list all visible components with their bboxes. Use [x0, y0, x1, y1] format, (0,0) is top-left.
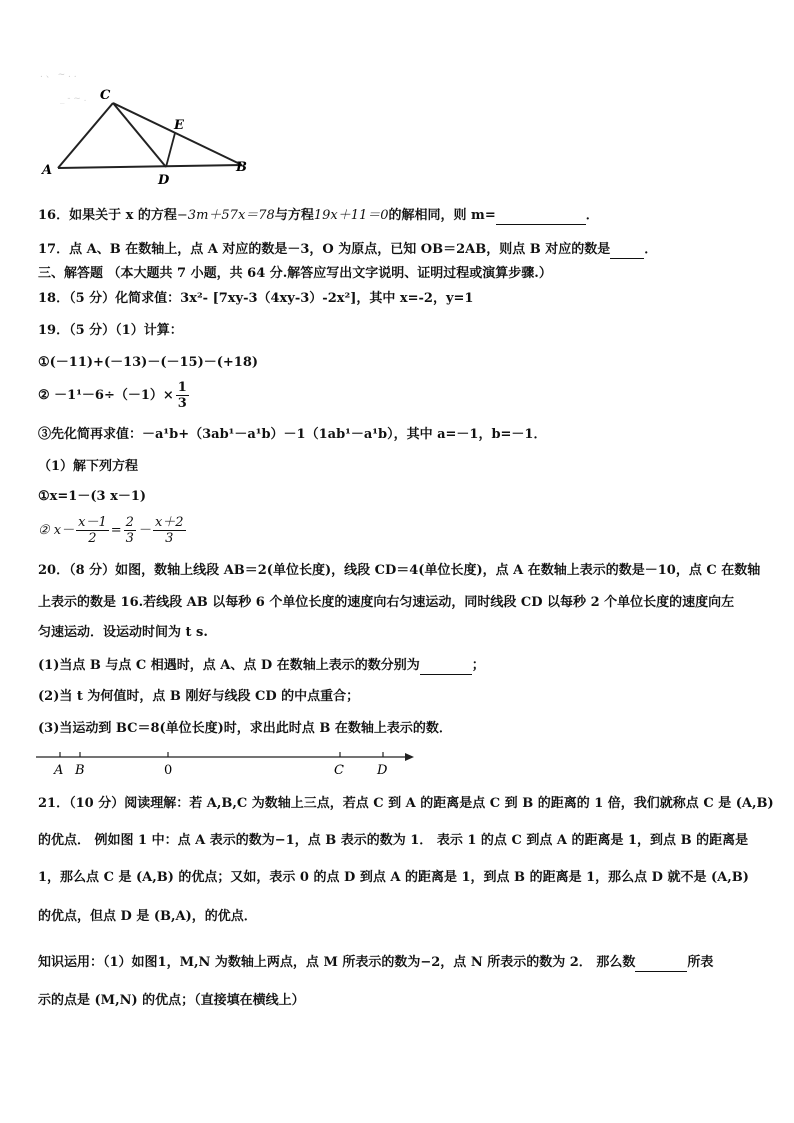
q20-part-1-end: ； [471, 658, 485, 673]
q20-answer-blank[interactable] [420, 656, 472, 675]
question-21-line-4: 的优点，但点 D 是 (B,A)，的优点． [38, 909, 257, 924]
q17-answer-blank[interactable] [610, 240, 644, 259]
label-a: A [42, 163, 53, 178]
question-21-line-2: 的优点． 例如图 1 中：点 A 表示的数为−1，点 B 表示的数为 1． 表示 1 的点 C 到点 A 的距离是 1，到点 B 的距离是 [38, 833, 749, 848]
q21-line-5-text: 知识运用：（1）如图1，M,N 为数轴上两点，点 M 所表示的数为−2，点 N 所表示的数为 2． 那么数 [38, 955, 636, 970]
q19-equation-1: ①x=1－(3 x－1) [38, 489, 147, 504]
q16-mid: 与方程 [274, 208, 314, 223]
q20-part-3: (3)当运动到 BC＝8(单位长度)时，求出此时点 B 在数轴上表示的数． [38, 721, 452, 736]
question-18: 18．（5 分）化简求值：3x²- [7xy-3（4xy-3）-2x²]，其中 x=-2，y=1 [38, 291, 474, 306]
question-21-line-6: 示的点是 (M,N) 的优点；（直接填在横线上） [38, 993, 305, 1008]
segment-de [166, 133, 175, 167]
question-19-head: 19．（5 分）（1）计算： [38, 323, 183, 338]
q19-eq2-prefix: ② x－ [38, 523, 75, 538]
fraction-2-over-3 [124, 515, 136, 546]
frac-den: 3 [177, 396, 187, 411]
q20-part-1 [38, 656, 485, 675]
question-21-line-5 [38, 953, 713, 972]
question-20-line-2: 上表示的数是 16.若线段 AB 以每秒 6 个单位长度的速度向右匀速运动，同时线段 CD 以每秒 2 个单位长度的速度向左 [38, 595, 735, 610]
fraction-one-third [176, 380, 189, 411]
number-line-figure [30, 745, 430, 780]
q19-sub-head: （1）解下列方程 [38, 459, 139, 474]
axis-label-zero: 0 [164, 763, 173, 778]
fraction-x-minus-1-over-2 [76, 515, 109, 546]
q20-part-2: (2)当 t 为何值时，点 B 刚好与线段 CD 的中点重合； [38, 689, 360, 704]
segment-ac [58, 103, 113, 168]
faded-scan-mark: _ - ~ . [60, 94, 87, 104]
axis-label-d: D [377, 763, 388, 778]
frac-num: 1 [177, 380, 187, 395]
q16-equation-1: −3m＋57x＝78 [176, 208, 275, 223]
frac-den: 3 [165, 531, 174, 546]
segment-cd [113, 103, 166, 167]
q21-line-5-end: 所表 [687, 955, 714, 970]
q19-part-2-text: ② －1¹－6÷（－1）× [38, 388, 174, 403]
segment-cb [113, 103, 242, 165]
question-21-line-3: 1，那么点 C 是 (A,B) 的优点；又如，表示 0 的点 D 到点 A 的距离是 1，到点 B 的距离是 1，那么点 D 就不是 (A,B) [38, 870, 749, 885]
q20-part-1-text: (1)当点 B 与点 C 相遇时，点 A、点 D 在数轴上表示的数分别为 [38, 658, 420, 673]
frac-num: x－1 [78, 515, 107, 530]
q16-end: ． [585, 208, 599, 223]
q17-text: 17．点 A、B 在数轴上，点 A 对应的数是－3，O 为原点，已知 OB＝2AB，则点 B 对应的数是 [38, 242, 611, 257]
frac-den: 3 [125, 531, 134, 546]
axis-label-a: A [54, 763, 64, 778]
fraction-x-plus-2-over-3 [153, 515, 186, 546]
q19-eq2-minus: － [137, 523, 151, 538]
frac-num: x＋2 [154, 515, 184, 530]
q21-answer-blank[interactable] [635, 953, 687, 972]
segment-ab [58, 165, 242, 168]
question-16 [38, 206, 599, 225]
question-20-line-1: 20．（8 分）如图，数轴上线段 AB＝2(单位长度)，线段 CD＝4(单位长度)，点 A 在数轴上表示的数是－10，点 C 在数轴 [38, 563, 761, 578]
label-b: B [236, 160, 247, 175]
section-3-heading: 三、解答题 （本大题共 7 小题，共 64 分.解答应写出文字说明、证明过程或演算步骤.） [38, 266, 552, 281]
q19-equation-2 [38, 515, 188, 546]
q19-part-2 [38, 380, 191, 411]
q19-part-1: ①(－11)+(－13)－(－15)－(+18) [38, 355, 259, 370]
axis-label-c: C [334, 763, 344, 778]
q16-equation-2: 19x＋11＝0 [313, 208, 389, 223]
q19-part-3: ③先化简再求值：－a¹b+（3ab¹－a¹b）－1（1ab¹－a¹b），其中 a=－1，b=－1． [38, 427, 547, 442]
label-c: C [100, 88, 111, 103]
faded-scan-mark: . 、 ~ . . [40, 70, 77, 80]
q19-eq2-equals: = [110, 523, 122, 538]
q16-prefix: 16．如果关于 x 的方程 [38, 208, 177, 223]
label-e: E [174, 118, 184, 133]
axis-arrow-icon [405, 753, 414, 761]
frac-num: 2 [125, 515, 134, 530]
q17-end: ． [644, 242, 658, 257]
axis-label-b: B [75, 763, 85, 778]
q16-suffix: 的解相同，则 m= [388, 208, 496, 223]
triangle-figure [30, 65, 270, 190]
frac-den: 2 [88, 531, 97, 546]
question-20-line-3: 匀速运动．设运动时间为 t s. [38, 625, 208, 640]
question-17 [38, 240, 657, 259]
label-d: D [158, 173, 170, 188]
q16-answer-blank[interactable] [496, 206, 586, 225]
question-21-line-1: 21．（10 分）阅读理解：若 A,B,C 为数轴上三点，若点 C 到 A 的距离是点 C 到 B 的距离的 1 倍，我们就称点 C 是 (A,B) [38, 796, 774, 811]
